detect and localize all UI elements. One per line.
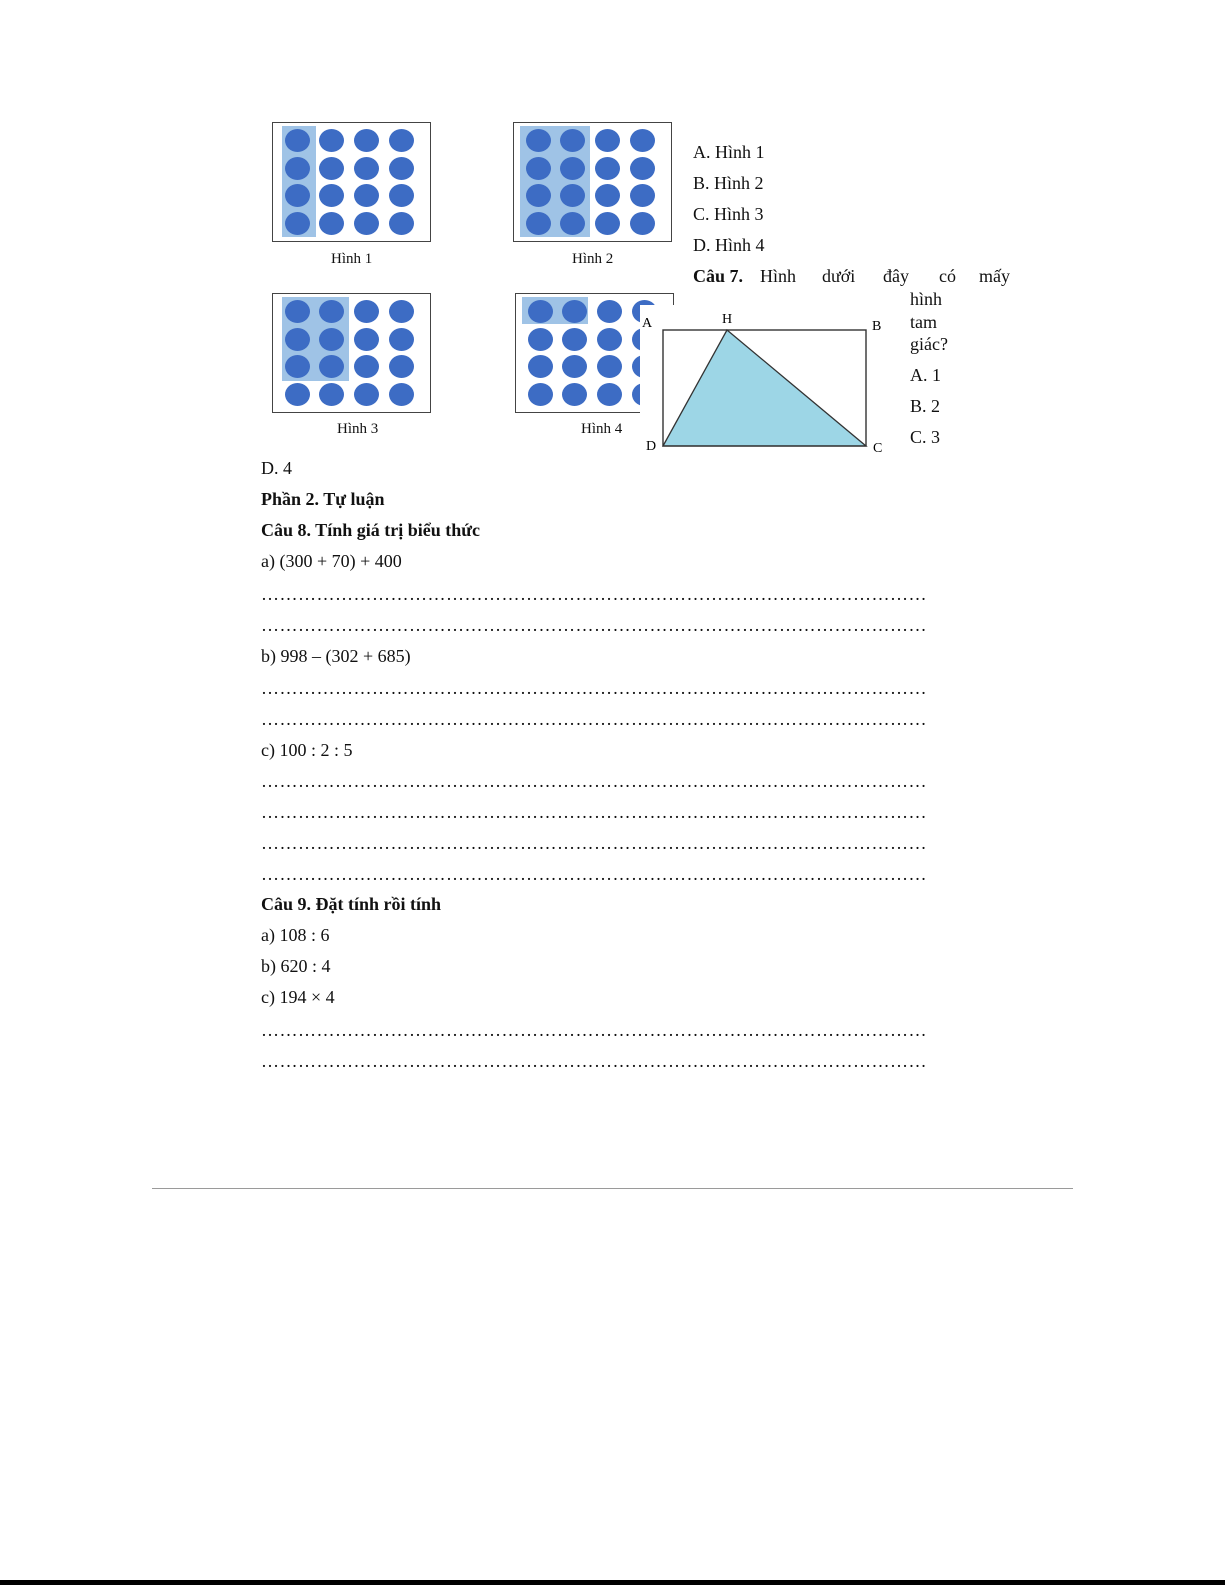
answer-line[interactable]: ……………………………………………………………………………………………… xyxy=(261,1020,927,1040)
dot xyxy=(562,328,587,351)
dot xyxy=(595,157,620,180)
dot xyxy=(354,300,379,323)
dot xyxy=(528,300,553,323)
q6-option-d: D. Hình 4 xyxy=(693,235,765,255)
dot xyxy=(526,157,551,180)
figure-hinh-2 xyxy=(513,122,672,242)
q7-option-d: D. 4 xyxy=(261,458,292,478)
dot xyxy=(354,157,379,180)
dot xyxy=(630,184,655,207)
answer-line[interactable]: ……………………………………………………………………………………………… xyxy=(261,584,927,604)
answer-line[interactable]: ……………………………………………………………………………………………… xyxy=(261,833,927,853)
q6-option-a: A. Hình 1 xyxy=(693,142,765,162)
dot xyxy=(285,355,310,378)
q8-part-a: a) (300 + 70) + 400 xyxy=(261,551,402,571)
dot xyxy=(354,184,379,207)
vertex-label-d: D xyxy=(646,439,657,454)
dot xyxy=(389,355,414,378)
dot xyxy=(319,383,344,406)
dot xyxy=(562,383,587,406)
figure-caption: Hình 4 xyxy=(581,421,623,437)
q7-word: hình xyxy=(910,289,943,309)
q7-option-b: B. 2 xyxy=(910,396,941,416)
dot xyxy=(319,129,344,152)
dot xyxy=(597,383,622,406)
vertex-label-b: B xyxy=(872,319,882,334)
answer-line[interactable]: ……………………………………………………………………………………………… xyxy=(261,678,927,698)
dot xyxy=(595,184,620,207)
figure-caption: Hình 1 xyxy=(331,251,373,267)
dot xyxy=(354,355,379,378)
figure-caption: Hình 3 xyxy=(337,421,379,437)
dot xyxy=(285,328,310,351)
dot xyxy=(389,328,414,351)
answer-line[interactable]: ……………………………………………………………………………………………… xyxy=(261,864,927,884)
dot xyxy=(630,157,655,180)
answer-line[interactable]: ……………………………………………………………………………………………… xyxy=(261,615,927,635)
dot xyxy=(319,184,344,207)
dot xyxy=(562,355,587,378)
dot xyxy=(389,129,414,152)
dot xyxy=(389,212,414,235)
dot xyxy=(562,300,587,323)
dot xyxy=(389,383,414,406)
vertex-label-a: A xyxy=(642,316,653,331)
q7-word: Hình xyxy=(760,266,796,286)
q7-word: giác? xyxy=(910,334,948,354)
q7-word: dưới xyxy=(822,266,856,286)
dot xyxy=(597,355,622,378)
dot xyxy=(354,328,379,351)
dot xyxy=(528,383,553,406)
dot xyxy=(528,328,553,351)
q6-option-b: B. Hình 2 xyxy=(693,173,764,193)
dot xyxy=(389,300,414,323)
dot xyxy=(389,184,414,207)
dot xyxy=(528,355,553,378)
dot xyxy=(319,355,344,378)
q7-word: đây xyxy=(883,266,909,286)
q7-option-c: C. 3 xyxy=(910,427,941,447)
dot xyxy=(560,157,585,180)
dot xyxy=(560,212,585,235)
dot xyxy=(389,157,414,180)
dot xyxy=(560,129,585,152)
answer-line[interactable]: ……………………………………………………………………………………………… xyxy=(261,1051,927,1071)
answer-line[interactable]: ……………………………………………………………………………………………… xyxy=(261,771,927,791)
dot xyxy=(526,212,551,235)
q9-title: Câu 9. Đặt tính rồi tính xyxy=(261,894,442,914)
dot xyxy=(354,129,379,152)
q7-word: có xyxy=(939,266,956,286)
dot xyxy=(285,157,310,180)
dot xyxy=(285,212,310,235)
dot xyxy=(285,300,310,323)
page-bottom-edge xyxy=(0,1580,1225,1585)
dot xyxy=(354,212,379,235)
dot xyxy=(319,212,344,235)
dot xyxy=(560,184,585,207)
footer-divider xyxy=(152,1188,1073,1189)
q7-rectangle-figure xyxy=(640,305,895,455)
dot xyxy=(285,129,310,152)
q8-part-c: c) 100 : 2 : 5 xyxy=(261,740,353,760)
dot xyxy=(319,157,344,180)
figure-hinh-1 xyxy=(272,122,431,242)
dot xyxy=(319,300,344,323)
q6-option-c: C. Hình 3 xyxy=(693,204,764,224)
figure-hinh-3 xyxy=(272,293,431,413)
q9-part-c: c) 194 × 4 xyxy=(261,987,335,1007)
q8-part-b: b) 998 – (302 + 685) xyxy=(261,646,411,666)
q9-part-a: a) 108 : 6 xyxy=(261,925,330,945)
dot xyxy=(285,184,310,207)
dot xyxy=(597,328,622,351)
answer-line[interactable]: ……………………………………………………………………………………………… xyxy=(261,802,927,822)
vertex-label-h: H xyxy=(722,312,733,327)
dot xyxy=(354,383,379,406)
dot xyxy=(526,184,551,207)
q7-word: mấy xyxy=(979,266,1010,286)
dot xyxy=(595,212,620,235)
part2-heading: Phần 2. Tự luận xyxy=(261,489,385,509)
vertex-label-c: C xyxy=(873,441,883,455)
q8-title: Câu 8. Tính giá trị biểu thức xyxy=(261,520,481,540)
dot xyxy=(630,212,655,235)
q9-part-b: b) 620 : 4 xyxy=(261,956,331,976)
dot xyxy=(319,328,344,351)
figure-caption: Hình 2 xyxy=(572,251,614,267)
answer-line[interactable]: ……………………………………………………………………………………………… xyxy=(261,709,927,729)
dot xyxy=(526,129,551,152)
dot xyxy=(630,129,655,152)
q7-word: tam xyxy=(910,312,937,332)
q7-label: Câu 7. xyxy=(693,266,744,286)
dot xyxy=(285,383,310,406)
dot xyxy=(597,300,622,323)
q7-option-a: A. 1 xyxy=(910,365,941,385)
dot xyxy=(595,129,620,152)
